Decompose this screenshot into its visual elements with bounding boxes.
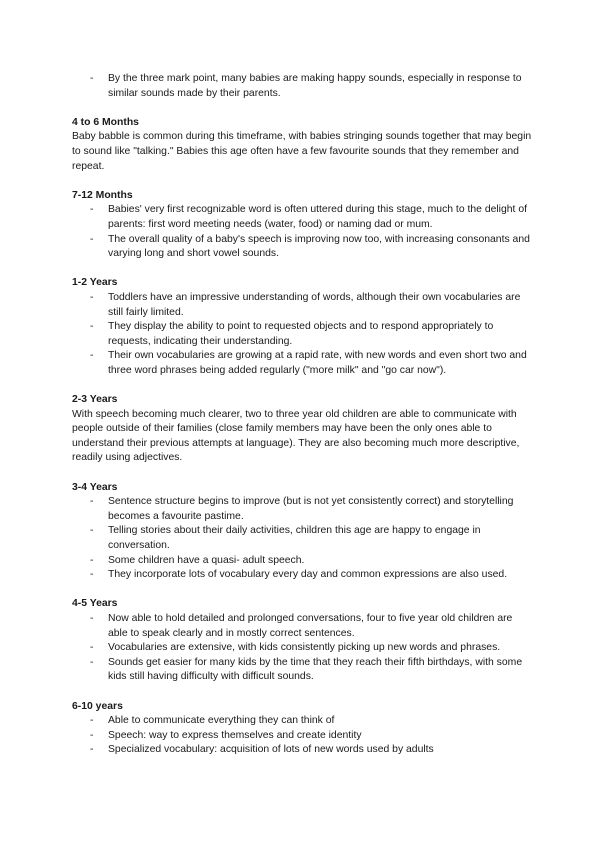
section-heading: 4 to 6 Months	[72, 116, 139, 128]
list-item: - Able to communicate everything they can think of	[72, 714, 534, 729]
list-item: - Telling stories about their daily activities, children this age are happy to engage in conversation.	[72, 524, 534, 553]
section-heading: 1-2 Years	[72, 277, 118, 289]
section-1-2-years	[72, 276, 534, 378]
section-6-10-years	[72, 700, 534, 758]
list-item: - Babies' very first recognizable word is often uttered during this stage, much to the delight of parents: first word meeting needs (water, food) or naming dad or mum.	[72, 203, 534, 232]
intro-list	[72, 72, 534, 101]
bullet-list	[72, 495, 534, 583]
section-heading: 4-5 Years	[72, 598, 118, 610]
list-item: - Specialized vocabulary: acquisition of lots of new words used by adults	[72, 743, 534, 758]
section-paragraph: Baby babble is common during this timeframe, with babies stringing sounds together that may begin to sound like "talking." Babies this age often have a few favourite sounds that they remember and repeat.	[72, 131, 532, 172]
list-item: - By the three mark point, many babies are making happy sounds, especially in response to similar sounds made by their parents.	[72, 72, 534, 101]
list-item: - Now able to hold detailed and prolonged conversations, four to five year old children are able to speak clearly and in mostly correct sentences.	[72, 612, 534, 641]
section-4-5-years	[72, 597, 534, 685]
bullet-list	[72, 291, 534, 379]
bullet-list	[72, 612, 534, 685]
list-item: - Speech: way to express themselves and create identity	[72, 729, 534, 744]
section-2-3-years	[72, 393, 534, 466]
list-item: - Toddlers have an impressive understanding of words, although their own vocabularies are still fairly limited.	[72, 291, 534, 320]
bullet-list	[72, 203, 534, 261]
list-item: - The overall quality of a baby's speech is improving now too, with increasing consonants and varying long and short vowel sounds.	[72, 233, 534, 262]
list-item: - Vocabularies are extensive, with kids consistently picking up new words and phrases.	[72, 641, 534, 656]
section-paragraph: With speech becoming much clearer, two to three year old children are able to communicate with people outside of their families (close family members may have been the only ones able to understand their previous attempts at language). They are also becoming much more descriptive, readily using adjectives.	[72, 408, 520, 464]
list-item: - Their own vocabularies are growing at a rapid rate, with new words and even short two and three word phrases being added regularly ("more milk" and "go car now").	[72, 349, 534, 378]
section-heading: 3-4 Years	[72, 481, 118, 493]
section-7-12-months	[72, 189, 534, 262]
list-item: - Some children have a quasi- adult speech.	[72, 554, 534, 569]
intro-section	[72, 72, 534, 101]
list-item: - Sentence structure begins to improve (but is not yet consistently correct) and storytelling becomes a favourite pastime.	[72, 495, 534, 524]
section-heading: 7-12 Months	[72, 189, 133, 201]
section-heading: 6-10 years	[72, 700, 123, 712]
list-item: - They incorporate lots of vocabulary every day and common expressions are also used.	[72, 568, 534, 583]
section-4-6-months	[72, 116, 534, 174]
section-3-4-years	[72, 481, 534, 583]
list-item: - Sounds get easier for many kids by the time that they reach their fifth birthdays, with some kids still having difficulty with difficult sounds.	[72, 656, 534, 685]
list-item: - They display the ability to point to requested objects and to respond appropriately to requests, indicating their understanding.	[72, 320, 534, 349]
bullet-list	[72, 714, 534, 758]
section-heading: 2-3 Years	[72, 394, 118, 406]
